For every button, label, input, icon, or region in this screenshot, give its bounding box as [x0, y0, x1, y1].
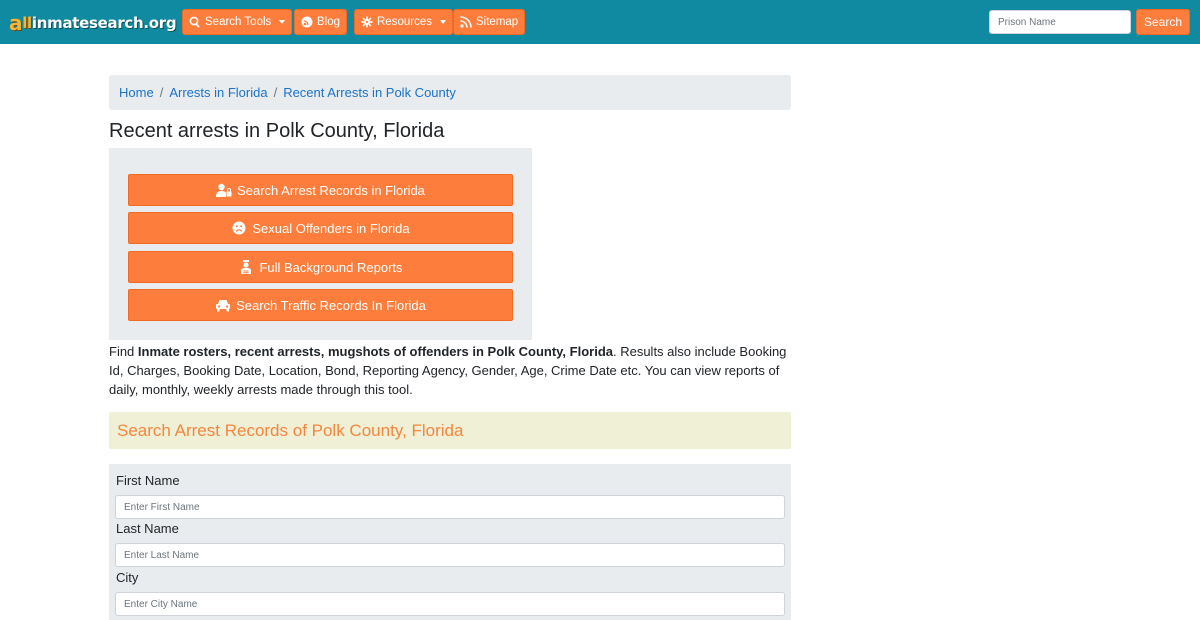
breadcrumb-polk-county-link[interactable]: Recent Arrests in Polk County	[283, 85, 456, 100]
prison-search-button[interactable]: Search	[1136, 9, 1190, 35]
city-label: City	[116, 570, 139, 585]
sexual-offenders-label: Sexual Offenders in Florida	[252, 220, 410, 236]
logo-part-domain: inmatesearch.org	[31, 14, 177, 32]
nav-blog-button[interactable]	[294, 9, 347, 35]
nav-blog-label: Blog	[317, 16, 341, 28]
full-background-reports-label: Full Background Reports	[259, 259, 403, 275]
top-navbar	[0, 0, 1200, 44]
blog-icon	[301, 16, 313, 28]
car-icon	[215, 298, 231, 312]
prison-name-input[interactable]	[989, 10, 1131, 34]
search-arrest-records-label: Search Arrest Records in Florida	[237, 182, 425, 198]
chevron-down-icon	[440, 20, 446, 24]
search-traffic-records-button[interactable]	[128, 289, 513, 321]
search-people-icon	[189, 16, 201, 28]
section-title: Search Arrest Records of Polk County, Florida	[109, 412, 791, 449]
first-name-label: First Name	[116, 473, 180, 488]
breadcrumb-separator: /	[159, 85, 164, 100]
breadcrumb-separator: /	[273, 85, 278, 100]
logo-part-ll: ll	[22, 14, 32, 32]
first-name-input[interactable]	[115, 495, 785, 519]
nav-resources-label: Resources	[377, 16, 432, 28]
search-traffic-records-label: Search Traffic Records In Florida	[236, 297, 426, 313]
arrest-search-form	[109, 464, 791, 620]
breadcrumb	[109, 75, 791, 110]
user-lock-icon	[216, 183, 232, 197]
site-logo[interactable]	[9, 9, 176, 37]
city-input[interactable]	[115, 592, 785, 616]
description-prefix: Find	[109, 344, 138, 359]
frown-icon	[231, 221, 247, 235]
nav-resources-button[interactable]	[354, 9, 453, 35]
rss-icon	[460, 16, 472, 28]
id-person-icon	[238, 260, 254, 274]
nav-sitemap-label: Sitemap	[476, 16, 519, 28]
full-background-reports-button[interactable]	[128, 251, 513, 283]
description-suffix: . Results also include Booking Id, Charges, Booking Date, Location, Bond, Reporting Agency, Gender, Age, Crime Date etc. You can view reports of daily, monthly, weekly arrests made through this tool.	[109, 344, 787, 398]
nav-sitemap-button[interactable]	[453, 9, 525, 35]
page-title: Recent arrests in Polk County, Florida	[109, 120, 445, 142]
gear-icon	[361, 16, 373, 28]
sexual-offenders-button[interactable]	[128, 212, 513, 244]
logo-part-a: a	[9, 11, 23, 35]
action-buttons-panel	[109, 148, 532, 340]
description-bold: Inmate rosters, recent arrests, mugshots of offenders in Polk County, Florida	[137, 344, 613, 359]
breadcrumb-home-link[interactable]: Home	[119, 85, 154, 100]
breadcrumb-arrests-florida-link[interactable]: Arrests in Florida	[169, 85, 268, 100]
chevron-down-icon	[279, 20, 285, 24]
description-paragraph	[109, 342, 791, 400]
last-name-input[interactable]	[115, 543, 785, 567]
nav-search-tools-button[interactable]	[182, 9, 292, 35]
search-arrest-records-button[interactable]	[128, 174, 513, 206]
last-name-label: Last Name	[116, 521, 179, 536]
nav-search-tools-label: Search Tools	[205, 16, 272, 28]
